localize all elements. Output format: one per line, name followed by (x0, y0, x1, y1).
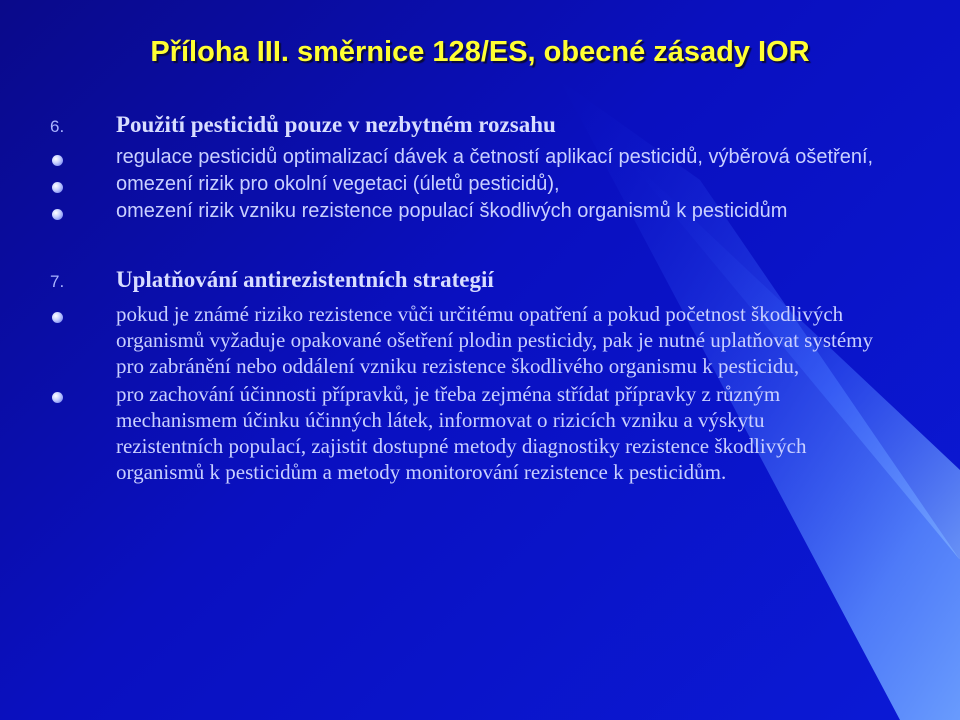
list-item-text: pokud je známé riziko rezistence vůči určitému opatření a pokud početnost škodlivých organismů vyžaduje opakované ošetření plodin pesticidy, pak je nutné uplatňovat systémy pro zabránění nebo oddálení vzniku rezistence škodlivého organismu k pesticidu, (116, 302, 873, 378)
section-heading-text: Použití pesticidů pouze v nezbytném rozsahu (116, 112, 556, 137)
list-item-text: omezení rizik pro okolní vegetaci (úletů pesticidů), (116, 173, 560, 195)
list-item-text: omezení rizik vzniku rezistence populací škodlivých organismů k pesticidům (116, 200, 788, 222)
list-item (50, 301, 880, 379)
section-number: 6. (50, 117, 65, 136)
section-6-heading (50, 110, 880, 142)
section-6 (50, 110, 880, 225)
list-item-text: pro zachování účinnosti přípravků, je třeba zejména střídat přípravky z různým mechanismem účinku účinných látek, informovat o rizicích vzniku a výskytu rezistentních populací, zajistit dostupné metody diagnostiky rezistence škodlivých organismů k pesticidům a metody monitorování rezistence k pesticidům. (116, 382, 807, 484)
slide-content (50, 110, 880, 485)
section-7 (50, 265, 880, 485)
list-item (50, 381, 880, 485)
section-number: 7. (50, 272, 65, 291)
slide-title: Příloha III. směrnice 128/ES, obecné zásady IOR (150, 36, 810, 68)
list-item-text: regulace pesticidů optimalizací dávek a četností aplikací pesticidů, výběrová ošetření, (116, 146, 874, 168)
list-item (50, 144, 880, 171)
section-heading-text: Uplatňování antirezistentních strategií (116, 267, 494, 292)
list-item (50, 171, 880, 198)
section-7-heading (50, 265, 880, 297)
list-item (50, 198, 880, 225)
